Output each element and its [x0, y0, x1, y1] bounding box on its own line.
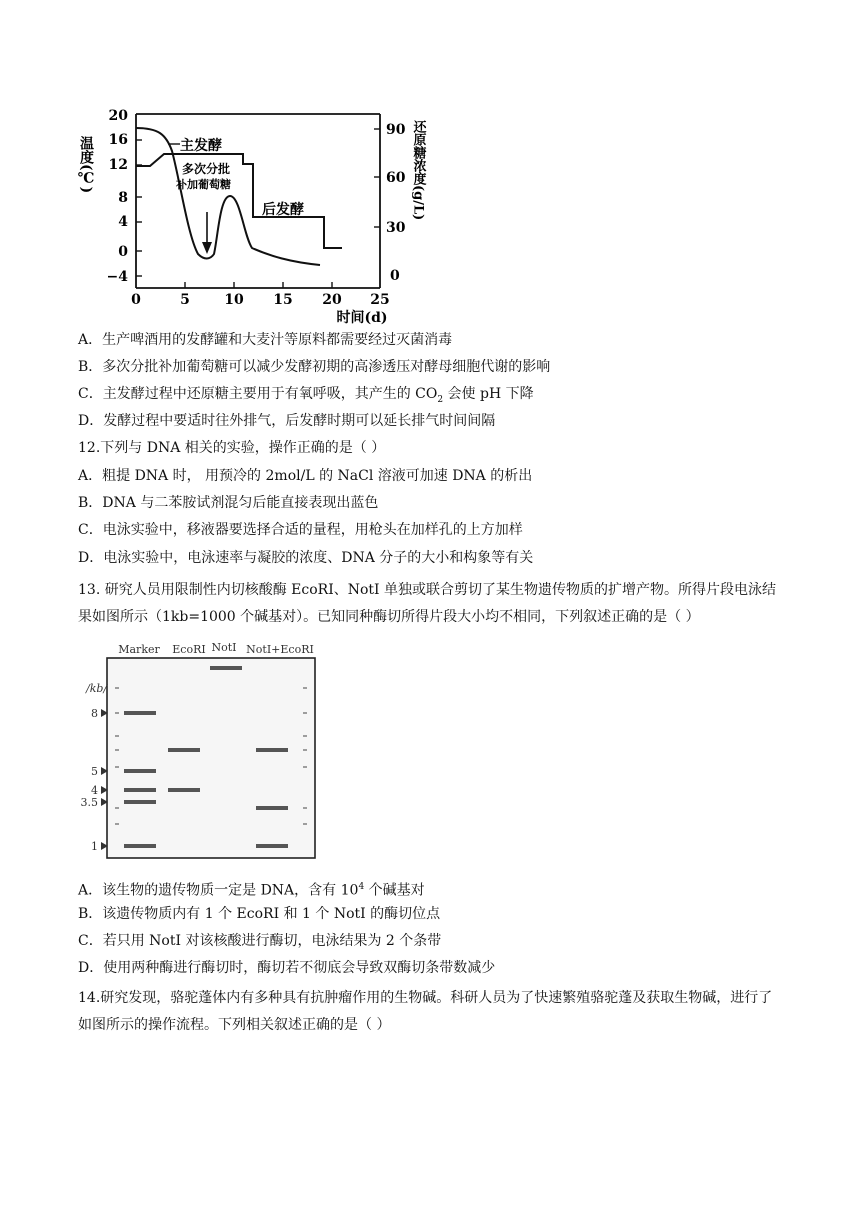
- label-batch-1: 多次分批: [182, 162, 231, 176]
- electrophoresis-gel: [82, 636, 342, 864]
- x-tick: 5: [180, 292, 190, 308]
- gel-band: [124, 769, 156, 773]
- q11-option-b: B．多次分批补加葡萄糖可以减少发酵初期的高渗透压对酵母细胞代谢的影响: [78, 359, 551, 375]
- marker-label: 8: [91, 707, 98, 720]
- y-left-tick: 8: [118, 190, 128, 206]
- y-right-tick: 30: [386, 220, 406, 236]
- y-left-label: 温度(℃): [78, 136, 94, 194]
- y-left-tick: 0: [118, 244, 128, 260]
- lane-label: NotI: [211, 641, 237, 654]
- q13-option-a: A．该生物的遗传物质一定是 DNA，含有 $10^4$ 个碱基对: [78, 882, 425, 899]
- label-batch-2: 补加葡萄糖: [176, 178, 231, 191]
- q12-option-d: D．电泳实验中，电泳速率与凝胶的浓度、DNA 分子的大小和构象等有关: [78, 550, 534, 566]
- x-tick: 0: [131, 292, 141, 308]
- gel-band: [256, 748, 288, 752]
- fermentation-chart: [80, 96, 440, 328]
- lane-label: EcoRI: [172, 643, 206, 656]
- marker-label: 3.5: [80, 796, 98, 809]
- q12-option-b: B．DNA 与二苯胺试剂混匀后能直接表现出蓝色: [78, 495, 379, 511]
- q11-option-d: D．发酵过程中要适时往外排气，后发酵时期可以延长排气时间间隔: [78, 413, 496, 429]
- lane-label: Marker: [118, 643, 160, 656]
- gel-band: [124, 800, 156, 804]
- gel-band: [124, 844, 156, 848]
- y-right-tick: 90: [386, 122, 406, 138]
- marker-label: 1: [91, 840, 98, 853]
- x-tick: 10: [224, 292, 244, 308]
- y-left-tick: 12: [108, 157, 128, 173]
- y-right-label: 还原糖浓度(g/L): [410, 120, 426, 221]
- q13-option-c: C．若只用 NotI 对该核酸进行酶切，电泳结果为 2 个条带: [78, 933, 442, 949]
- y-right-tick: 60: [386, 170, 406, 186]
- q13-option-b: B．该遗传物质内有 1 个 EcoRI 和 1 个 NotI 的酶切位点: [78, 906, 441, 922]
- q12-option-c: C．电泳实验中，移液器要选择合适的量程，用枪头在加样孔的上方加样: [78, 522, 523, 538]
- y-left-tick: 20: [108, 108, 128, 124]
- gel-band: [168, 788, 200, 792]
- y-left-tick: −4: [106, 269, 128, 285]
- x-tick: 15: [273, 292, 293, 308]
- gel-unit-label: /kb/: [86, 682, 108, 695]
- marker-label: 4: [91, 784, 98, 797]
- gel-band: [124, 711, 156, 715]
- gel-band: [124, 788, 156, 792]
- q14-stem: 14.研究发现，骆驼蓬体内有多种具有抗肿瘤作用的生物碱。科研人员为了快速繁殖骆驼蓬及获取生物碱，进行了如图所示的操作流程。下列相关叙述正确的是（ ）: [78, 990, 773, 1033]
- label-main-fermentation: 主发酵: [180, 138, 222, 154]
- lane-label: NotI+EcoRI: [246, 643, 314, 656]
- gel-frame: [107, 658, 315, 858]
- label-post-fermentation: 后发酵: [262, 202, 304, 218]
- x-label: 时间(d): [336, 310, 388, 326]
- gel-band: [210, 666, 242, 670]
- x-tick: 25: [370, 292, 390, 308]
- temperature-curve: [136, 154, 342, 248]
- gel-band: [168, 748, 200, 752]
- y-left-tick: 16: [108, 132, 128, 148]
- q11-option-c: C．主发酵过程中还原糖主要用于有氧呼吸，其产生的 $CO_2$ 会使 pH 下降: [78, 386, 534, 405]
- x-tick: 20: [322, 292, 342, 308]
- q12-stem: 12.下列与 DNA 相关的实验，操作正确的是（ ）: [78, 440, 386, 456]
- gel-band: [256, 844, 288, 848]
- arrow-head: [202, 242, 212, 254]
- q13-stem: 13. 研究人员用限制性内切核酸酶 EcoRI、NotI 单独或联合剪切了某生物遗传物质的扩增产物。所得片段电泳结果如图所示（1kb=1000 个碱基对）。已知同种酶切所得片段大小均不相同，下列叙述正确的是（ ）: [78, 582, 777, 625]
- y-left-tick: 4: [118, 214, 128, 230]
- q11-option-a: A．生产啤酒用的发酵罐和大麦汁等原料都需要经过灭菌消毒: [78, 332, 453, 348]
- sugar-curve: [136, 128, 320, 265]
- q12-option-a: A．粗提 DNA 时， 用预冷的 2mol/L 的 NaCl 溶液可加速 DNA 的析出: [78, 468, 533, 484]
- marker-label: 5: [91, 765, 98, 778]
- y-right-tick: 0: [390, 268, 400, 284]
- gel-band: [256, 806, 288, 810]
- q13-option-d: D．使用两种酶进行酶切时，酶切若不彻底会导致双酶切条带数减少: [78, 960, 496, 976]
